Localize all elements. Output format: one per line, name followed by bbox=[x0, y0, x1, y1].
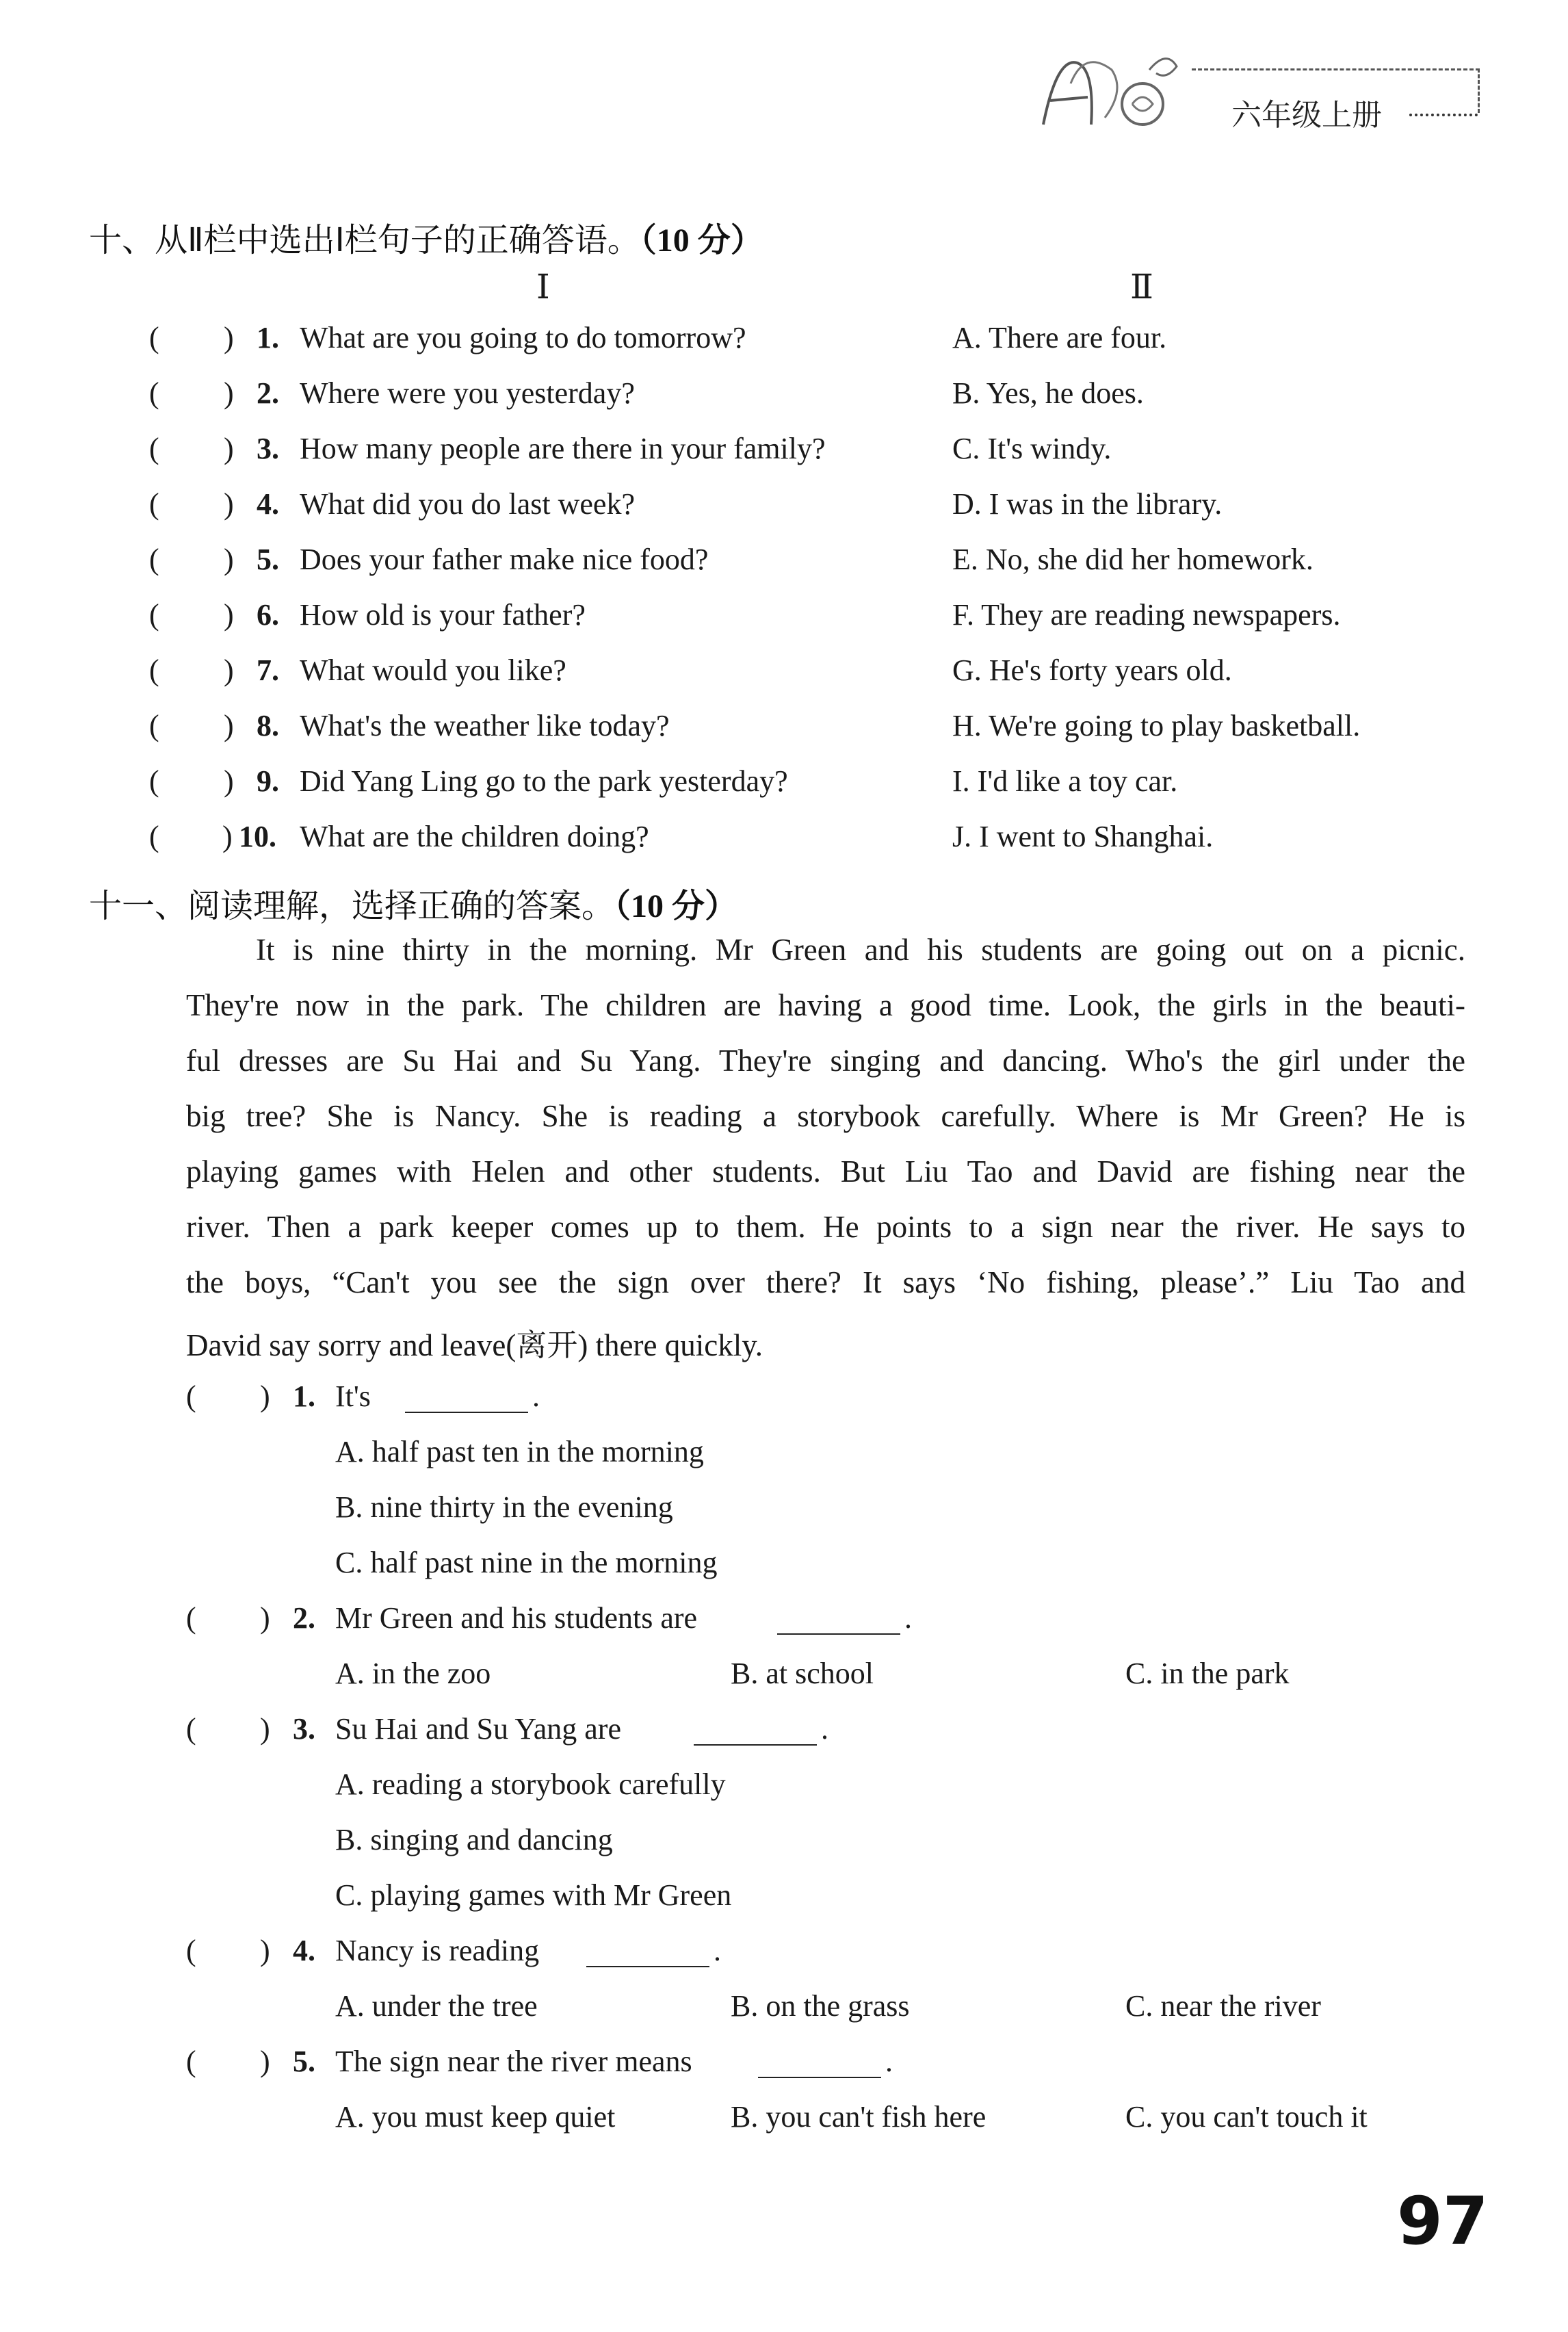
answer-option: C. It's windy. bbox=[952, 432, 1112, 465]
question-stem: The sign near the river means bbox=[335, 2045, 692, 2078]
choice-option[interactable]: B. singing and dancing bbox=[335, 1823, 613, 1856]
choice-option[interactable]: B. nine thirty in the evening bbox=[335, 1490, 673, 1524]
answer-paren-close: ) bbox=[224, 487, 234, 521]
passage-line: It is nine thirty in the morning. Mr Green and his students are going out on a picnic. bbox=[256, 933, 1465, 967]
answer-option: B. Yes, he does. bbox=[952, 376, 1144, 410]
answer-paren-close: ) bbox=[224, 653, 234, 687]
passage-line: river. Then a park keeper comes up to them. He points to a sign near the river. He says to bbox=[186, 1210, 1465, 1244]
column-header-2: Ⅱ bbox=[1130, 268, 1153, 306]
grade-label: 六年级上册 bbox=[1231, 98, 1382, 133]
question-number: 1. bbox=[257, 321, 279, 354]
question-number: 5. bbox=[257, 543, 279, 576]
answer-blank[interactable] bbox=[164, 766, 219, 799]
question-stem: Su Hai and Su Yang are bbox=[335, 1712, 621, 1746]
answer-paren-open: ( bbox=[149, 764, 159, 798]
question-text: What are the children doing? bbox=[300, 820, 649, 853]
choice-option[interactable]: A. half past ten in the morning bbox=[335, 1435, 704, 1468]
fill-in-blank[interactable] bbox=[405, 1384, 528, 1413]
choice-option[interactable]: A. reading a storybook carefully bbox=[335, 1767, 726, 1801]
question-number: 2. bbox=[293, 1601, 315, 1635]
answer-paren-close: ) bbox=[260, 1712, 270, 1746]
answer-paren-close: ) bbox=[224, 709, 234, 742]
answer-option: I. I'd like a toy car. bbox=[952, 764, 1178, 798]
passage-line: the boys, “Can't you see the sign over there? It says ‘No fishing, please’.” Liu Tao and bbox=[186, 1265, 1465, 1299]
fill-in-blank[interactable] bbox=[586, 1939, 709, 1967]
answer-paren-close: ) bbox=[260, 2045, 270, 2078]
choice-option[interactable]: A. under the tree bbox=[335, 1989, 538, 2023]
header-logo bbox=[1030, 42, 1194, 138]
answer-option: H. We're going to play basketball. bbox=[952, 709, 1361, 742]
answer-paren-open: ( bbox=[186, 1934, 196, 1967]
answer-option: A. There are four. bbox=[952, 321, 1167, 354]
column-header-1: Ⅰ bbox=[536, 268, 550, 306]
question-text: What's the weather like today? bbox=[300, 709, 670, 742]
answer-paren-close: ) bbox=[224, 321, 234, 354]
question-text: What would you like? bbox=[300, 653, 566, 687]
answer-blank[interactable] bbox=[202, 1382, 257, 1414]
answer-paren-close: ) bbox=[260, 1379, 270, 1413]
answer-paren-open: ( bbox=[186, 1379, 196, 1413]
answer-blank[interactable] bbox=[202, 1714, 257, 1747]
question-number: 10. bbox=[239, 820, 276, 853]
question-number: 8. bbox=[257, 709, 279, 742]
answer-paren-close: ) bbox=[224, 764, 234, 798]
answer-paren-close: ) bbox=[222, 820, 233, 853]
answer-option: D. I was in the library. bbox=[952, 487, 1223, 521]
question-stem: Nancy is reading bbox=[335, 1934, 540, 1967]
question-text: What did you do last week? bbox=[300, 487, 635, 521]
choice-option[interactable]: C. in the park bbox=[1125, 1657, 1290, 1690]
passage-line: ful dresses are Su Hai and Su Yang. They're singing and dancing. Who's the girl under the bbox=[186, 1044, 1465, 1078]
question-number: 5. bbox=[293, 2045, 315, 2078]
question-number: 2. bbox=[257, 376, 279, 410]
answer-blank[interactable] bbox=[164, 434, 219, 467]
answer-blank[interactable] bbox=[164, 600, 219, 633]
answer-paren-open: ( bbox=[149, 653, 159, 687]
logo-letters-graphic bbox=[1030, 42, 1194, 138]
section10-title bbox=[89, 213, 763, 261]
question-stem: It's bbox=[335, 1379, 371, 1413]
section10-title-text: 十、从Ⅱ栏中选出Ⅰ栏句子的正确答语。 bbox=[89, 221, 640, 259]
question-number: 3. bbox=[257, 432, 279, 465]
passage-line: David say sorry and leave(离开) there quickly. bbox=[186, 1328, 763, 1362]
answer-paren-close: ) bbox=[224, 376, 234, 410]
answer-blank[interactable] bbox=[164, 656, 219, 688]
answer-paren-close: ) bbox=[224, 432, 234, 465]
question-number: 9. bbox=[257, 764, 279, 798]
section10-score: （10 分） bbox=[640, 222, 763, 259]
question-text: How old is your father? bbox=[300, 598, 586, 632]
question-number: 4. bbox=[293, 1934, 315, 1967]
question-text: Where were you yesterday? bbox=[300, 376, 635, 410]
answer-blank[interactable] bbox=[164, 378, 219, 411]
answer-paren-open: ( bbox=[149, 487, 159, 521]
choice-option[interactable]: B. on the grass bbox=[731, 1989, 910, 2023]
section11-title-text: 十一、阅读理解，选择正确的答案。 bbox=[89, 887, 615, 925]
choice-option[interactable]: A. you must keep quiet bbox=[335, 2100, 616, 2134]
question-number: 3. bbox=[293, 1712, 315, 1746]
choice-option[interactable]: A. in the zoo bbox=[335, 1657, 491, 1690]
fill-in-blank[interactable] bbox=[777, 1606, 900, 1635]
question-end: . bbox=[532, 1379, 540, 1413]
question-number: 6. bbox=[257, 598, 279, 632]
choice-option[interactable]: C. near the river bbox=[1125, 1989, 1321, 2023]
passage-line: big tree? She is Nancy. She is reading a storybook carefully. Where is Mr Green? He is bbox=[186, 1099, 1465, 1133]
answer-option: G. He's forty years old. bbox=[952, 653, 1232, 687]
answer-blank[interactable] bbox=[164, 711, 219, 744]
answer-blank[interactable] bbox=[202, 1936, 257, 1969]
answer-paren-open: ( bbox=[149, 598, 159, 632]
question-end: . bbox=[821, 1712, 828, 1746]
answer-blank[interactable] bbox=[164, 489, 219, 522]
question-end: . bbox=[714, 1934, 721, 1967]
question-text: How many people are there in your family? bbox=[300, 432, 826, 465]
choice-option[interactable]: C. playing games with Mr Green bbox=[335, 1878, 732, 1912]
question-text: Did Yang Ling go to the park yesterday? bbox=[300, 764, 788, 798]
passage-line: They're now in the park. The children are having a good time. Look, the girls in the beauti- bbox=[186, 988, 1465, 1022]
answer-paren-open: ( bbox=[149, 321, 159, 354]
answer-paren-close: ) bbox=[224, 543, 234, 576]
question-text: Does your father make nice food? bbox=[300, 543, 709, 576]
question-end: . bbox=[885, 2045, 893, 2078]
section11-score: （10 分） bbox=[614, 888, 738, 924]
answer-option: F. They are reading newspapers. bbox=[952, 598, 1341, 632]
answer-option: J. I went to Shanghai. bbox=[952, 820, 1214, 853]
answer-option: E. No, she did her homework. bbox=[952, 543, 1314, 576]
passage-line: playing games with Helen and other students. But Liu Tao and David are fishing near the bbox=[186, 1154, 1465, 1189]
choice-option[interactable]: B. you can't fish here bbox=[731, 2100, 986, 2134]
section11-title bbox=[89, 879, 737, 927]
question-number: 4. bbox=[257, 487, 279, 521]
choice-option[interactable]: B. at school bbox=[731, 1657, 874, 1690]
fill-in-blank[interactable] bbox=[758, 2049, 881, 2078]
answer-paren-open: ( bbox=[149, 820, 159, 853]
answer-paren-open: ( bbox=[149, 543, 159, 576]
answer-paren-open: ( bbox=[186, 2045, 196, 2078]
choice-option[interactable]: C. you can't touch it bbox=[1125, 2100, 1368, 2134]
question-end: . bbox=[904, 1601, 912, 1635]
answer-paren-open: ( bbox=[149, 709, 159, 742]
answer-paren-open: ( bbox=[186, 1712, 196, 1746]
answer-paren-close: ) bbox=[224, 598, 234, 632]
answer-blank[interactable] bbox=[164, 822, 219, 855]
answer-paren-open: ( bbox=[149, 376, 159, 410]
question-stem: Mr Green and his students are bbox=[335, 1601, 698, 1635]
header-dotted-rule bbox=[1409, 114, 1478, 116]
answer-blank[interactable] bbox=[202, 1603, 257, 1636]
fill-in-blank[interactable] bbox=[694, 1717, 817, 1746]
answer-paren-open: ( bbox=[186, 1601, 196, 1635]
answer-blank[interactable] bbox=[164, 545, 219, 578]
answer-paren-close: ) bbox=[260, 1934, 270, 1967]
answer-paren-open: ( bbox=[149, 432, 159, 465]
answer-paren-close: ) bbox=[260, 1601, 270, 1635]
page-number: 97 bbox=[1397, 2183, 1489, 2259]
choice-option[interactable]: C. half past nine in the morning bbox=[335, 1546, 718, 1579]
question-number: 1. bbox=[293, 1379, 315, 1413]
answer-blank[interactable] bbox=[164, 323, 219, 356]
question-number: 7. bbox=[257, 653, 279, 687]
question-text: What are you going to do tomorrow? bbox=[300, 321, 746, 354]
answer-blank[interactable] bbox=[202, 2047, 257, 2080]
